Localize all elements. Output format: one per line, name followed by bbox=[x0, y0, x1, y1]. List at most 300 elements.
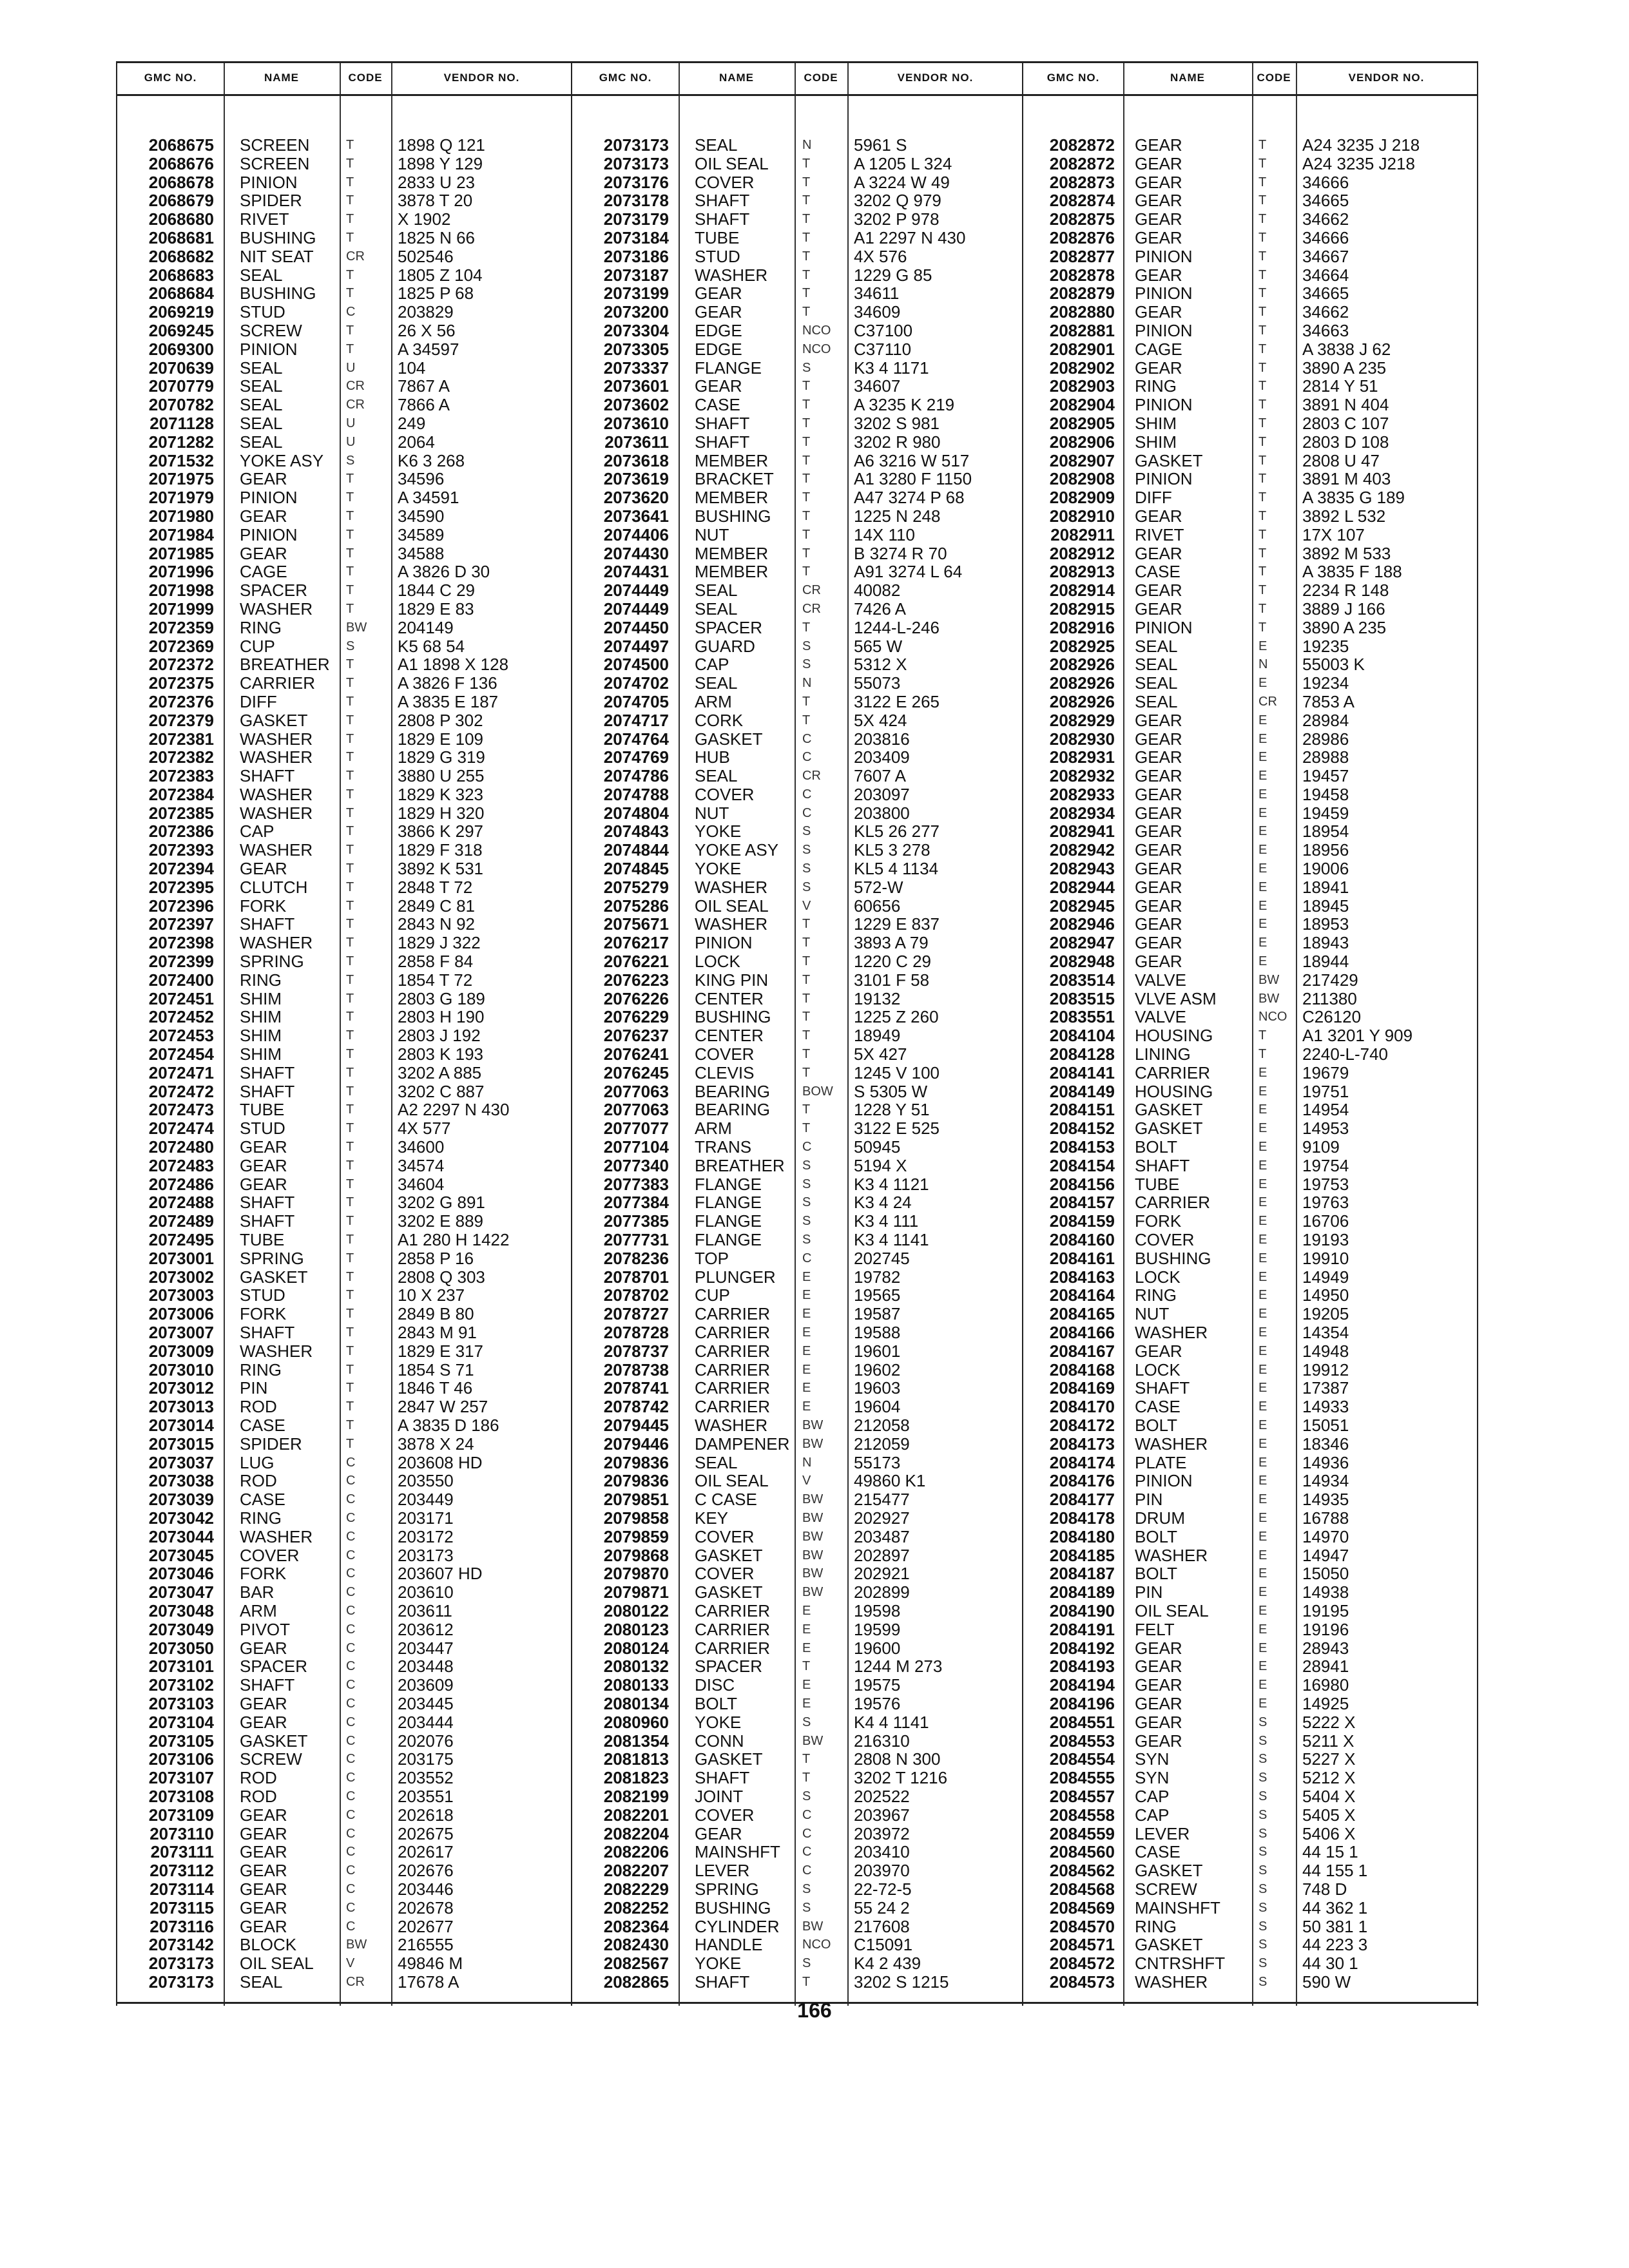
table-row bbox=[1023, 730, 1477, 749]
vendor-no: 18953 bbox=[1302, 914, 1349, 934]
gmc-no: 2082903 bbox=[1049, 376, 1115, 396]
vendor-no: 14935 bbox=[1302, 1490, 1349, 1510]
vendor-code: T bbox=[346, 1195, 354, 1210]
table-row bbox=[1023, 637, 1477, 656]
vendor-code: T bbox=[346, 824, 354, 839]
table-row bbox=[1023, 1583, 1477, 1602]
vendor-no: 3890 A 235 bbox=[1302, 617, 1387, 637]
vendor-code: T bbox=[1258, 583, 1267, 598]
table-row bbox=[1023, 414, 1477, 433]
table-row bbox=[1023, 1509, 1477, 1528]
vendor-code: T bbox=[1258, 305, 1267, 320]
table-row bbox=[572, 1917, 1023, 1936]
table-row bbox=[117, 841, 572, 860]
vendor-no: 34590 bbox=[398, 506, 445, 526]
part-name: SPACER bbox=[240, 581, 307, 601]
vendor-no: 28941 bbox=[1302, 1657, 1349, 1677]
vendor-no: C37110 bbox=[854, 339, 912, 359]
gmc-no: 2076223 bbox=[603, 970, 669, 990]
part-name: BOLT bbox=[1135, 1137, 1177, 1157]
gmc-no: 2074450 bbox=[603, 617, 669, 637]
vendor-no: K5 68 54 bbox=[398, 636, 465, 656]
vendor-no: 50 381 1 bbox=[1302, 1916, 1368, 1936]
part-name: GEAR bbox=[240, 1823, 287, 1843]
table-row bbox=[1023, 934, 1477, 952]
vendor-no: 14925 bbox=[1302, 1693, 1349, 1713]
vendor-code: T bbox=[802, 398, 811, 412]
vendor-code: T bbox=[346, 508, 354, 523]
part-name: KING PIN bbox=[695, 970, 769, 990]
part-name: NUT bbox=[695, 524, 729, 544]
vendor-no: 203967 bbox=[854, 1805, 910, 1825]
table-row bbox=[572, 1713, 1023, 1732]
vendor-code: T bbox=[346, 1362, 354, 1377]
gmc-no: 2073015 bbox=[148, 1434, 214, 1454]
gmc-no: 2084569 bbox=[1049, 1898, 1115, 1917]
table-row bbox=[117, 488, 572, 507]
page-number: 166 bbox=[797, 1999, 832, 2022]
table-row bbox=[1023, 544, 1477, 563]
vendor-code: S bbox=[1258, 1807, 1268, 1822]
table-row bbox=[572, 1936, 1023, 1954]
part-name: COVER bbox=[695, 784, 755, 804]
vendor-code: T bbox=[346, 546, 354, 561]
vendor-no: 28988 bbox=[1302, 747, 1349, 767]
vendor-code: E bbox=[1258, 1399, 1268, 1414]
vendor-no: 2808 U 47 bbox=[1302, 450, 1380, 470]
gmc-no: 2078702 bbox=[603, 1285, 669, 1305]
gmc-no: 2082943 bbox=[1049, 859, 1115, 879]
vendor-code: T bbox=[346, 1343, 354, 1358]
vendor-code: C bbox=[346, 1474, 356, 1488]
table-row bbox=[1023, 1825, 1477, 1843]
part-name: ROD bbox=[240, 1768, 277, 1788]
vendor-code: T bbox=[346, 676, 354, 691]
gmc-no: 2074769 bbox=[603, 747, 669, 767]
vendor-no: 18943 bbox=[1302, 933, 1349, 953]
vendor-no: 19575 bbox=[854, 1675, 901, 1695]
gmc-no: 2072488 bbox=[148, 1193, 214, 1213]
vendor-code: T bbox=[1258, 212, 1267, 227]
part-name: BUSHING bbox=[695, 1007, 771, 1027]
table-row bbox=[572, 600, 1023, 619]
part-name: MEMBER bbox=[695, 543, 769, 563]
vendor-no: 1244 M 273 bbox=[854, 1657, 943, 1677]
table-row bbox=[572, 1175, 1023, 1194]
gmc-no: 2082946 bbox=[1049, 914, 1115, 934]
vendor-no: 1829 J 322 bbox=[398, 933, 481, 953]
table-row bbox=[117, 1843, 572, 1861]
gmc-no: 2073337 bbox=[603, 358, 669, 378]
gmc-no: 2071979 bbox=[148, 488, 214, 508]
vendor-no: A1 1898 X 128 bbox=[398, 655, 509, 675]
vendor-no: 17X 107 bbox=[1302, 524, 1365, 544]
vendor-no: 3866 K 297 bbox=[398, 822, 484, 841]
part-name: BUSHING bbox=[1135, 1248, 1211, 1268]
part-name: FLANGE bbox=[695, 358, 762, 378]
vendor-code: CR bbox=[346, 379, 365, 394]
column-divider bbox=[224, 63, 225, 94]
part-name: GEAR bbox=[240, 1879, 287, 1899]
table-row bbox=[1023, 581, 1477, 600]
vendor-code: T bbox=[1258, 490, 1267, 505]
table-row bbox=[1023, 1954, 1477, 1973]
table-row bbox=[117, 1286, 572, 1305]
table-row bbox=[1023, 247, 1477, 266]
column-divider bbox=[847, 63, 849, 94]
gmc-no: 2073305 bbox=[603, 339, 669, 359]
vendor-code: T bbox=[802, 694, 811, 709]
vendor-no: 44 155 1 bbox=[1302, 1861, 1368, 1881]
part-name: TUBE bbox=[240, 1230, 285, 1250]
vendor-code: E bbox=[1258, 1362, 1268, 1377]
vendor-code: C bbox=[346, 1603, 356, 1618]
table-row bbox=[1023, 452, 1477, 470]
part-name: GEAR bbox=[240, 1898, 287, 1917]
vendor-code: T bbox=[802, 267, 811, 282]
table-row bbox=[1023, 785, 1477, 804]
vendor-code: C bbox=[346, 1659, 356, 1674]
gmc-no: 2082929 bbox=[1049, 710, 1115, 730]
vendor-code: T bbox=[1258, 527, 1267, 542]
part-name: BEARING bbox=[695, 1081, 771, 1101]
vendor-code: E bbox=[1258, 805, 1268, 820]
vendor-no: 203607 HD bbox=[398, 1564, 483, 1584]
table-row bbox=[117, 284, 572, 303]
part-name: GEAR bbox=[240, 1155, 287, 1175]
vendor-no: 216310 bbox=[854, 1731, 910, 1751]
vendor-no: 18954 bbox=[1302, 822, 1349, 841]
part-name: CLEVIS bbox=[695, 1062, 755, 1082]
vendor-code: BW bbox=[802, 1529, 824, 1544]
gmc-no: 2073173 bbox=[603, 135, 669, 155]
part-name: GEAR bbox=[1135, 914, 1182, 934]
vendor-no: 203829 bbox=[398, 302, 454, 322]
table-row bbox=[1023, 1082, 1477, 1101]
vendor-no: 14954 bbox=[1302, 1100, 1349, 1120]
table-row bbox=[117, 562, 572, 581]
vendor-code: BW bbox=[802, 1418, 824, 1432]
part-name: PIVOT bbox=[240, 1619, 291, 1639]
table-row bbox=[572, 1528, 1023, 1546]
table-row bbox=[1023, 303, 1477, 322]
part-name: WASHER bbox=[240, 933, 313, 953]
part-name: WASHER bbox=[240, 1341, 313, 1361]
table-row bbox=[1023, 915, 1477, 934]
vendor-no: 3202 Q 979 bbox=[854, 191, 941, 211]
vendor-code: E bbox=[802, 1362, 811, 1377]
vendor-code: E bbox=[802, 1343, 811, 1358]
table-row bbox=[117, 359, 572, 378]
gmc-no: 2073199 bbox=[603, 284, 669, 303]
gmc-no: 2084160 bbox=[1049, 1230, 1115, 1250]
gmc-no: 2082876 bbox=[1049, 227, 1115, 247]
table-row bbox=[1023, 674, 1477, 693]
gmc-no: 2072474 bbox=[148, 1119, 214, 1139]
vendor-code: C bbox=[802, 1140, 812, 1155]
table-row bbox=[117, 1769, 572, 1787]
vendor-no: 3202 S 1215 bbox=[854, 1972, 949, 1992]
table-row bbox=[572, 191, 1023, 210]
part-name: PLUNGER bbox=[695, 1267, 776, 1287]
table-row bbox=[1023, 1750, 1477, 1769]
vendor-no: 14970 bbox=[1302, 1526, 1349, 1546]
vendor-no: 2849 B 80 bbox=[398, 1304, 474, 1324]
gmc-no: 2082204 bbox=[603, 1823, 669, 1843]
part-name: CASE bbox=[1135, 562, 1181, 582]
part-name: CARRIER bbox=[695, 1341, 771, 1361]
table-row bbox=[572, 155, 1023, 173]
vendor-no: 5406 X bbox=[1302, 1823, 1356, 1843]
table-row bbox=[572, 1509, 1023, 1528]
vendor-no: 1854 S 71 bbox=[398, 1360, 474, 1379]
part-name: GEAR bbox=[695, 284, 742, 303]
vendor-no: 19576 bbox=[854, 1693, 901, 1713]
gmc-no: 2080134 bbox=[603, 1693, 669, 1713]
part-name: GEAR bbox=[240, 469, 287, 489]
vendor-no: 2808 N 300 bbox=[854, 1749, 941, 1769]
vendor-code: S bbox=[802, 843, 811, 858]
part-name: GEAR bbox=[1135, 543, 1182, 563]
vendor-no: 212059 bbox=[854, 1434, 910, 1454]
table-row bbox=[1023, 1899, 1477, 1917]
vendor-code: S bbox=[1258, 1733, 1268, 1748]
table-row bbox=[1023, 822, 1477, 841]
part-name: GEAR bbox=[1135, 840, 1182, 860]
vendor-code: T bbox=[346, 713, 354, 727]
vendor-no: 202676 bbox=[398, 1861, 454, 1881]
gmc-no: 2082206 bbox=[603, 1842, 669, 1862]
vendor-no: 203551 bbox=[398, 1786, 454, 1806]
vendor-code: T bbox=[346, 1399, 354, 1414]
vendor-no: A 3826 D 30 bbox=[398, 562, 490, 582]
gmc-no: 2079871 bbox=[603, 1582, 669, 1602]
table-row bbox=[117, 1973, 572, 1992]
table-panel bbox=[571, 61, 1023, 2006]
vendor-no: K3 4 24 bbox=[854, 1193, 912, 1213]
gmc-no: 2071128 bbox=[149, 413, 214, 433]
vendor-code: S bbox=[1258, 1900, 1268, 1915]
gmc-no: 2079851 bbox=[603, 1490, 669, 1510]
vendor-code: T bbox=[1258, 564, 1267, 579]
vendor-code: BW bbox=[802, 1733, 824, 1748]
vendor-code: S bbox=[1258, 1956, 1268, 1971]
gmc-no: 2082948 bbox=[1049, 952, 1115, 972]
part-name: RING bbox=[240, 970, 282, 990]
vendor-code: C bbox=[346, 1881, 356, 1896]
vendor-no: 3893 A 79 bbox=[854, 933, 929, 953]
part-name: YOKE ASY bbox=[695, 840, 779, 860]
part-name: SPRING bbox=[695, 1879, 759, 1899]
part-name: BUSHING bbox=[240, 284, 316, 303]
gmc-no: 2073049 bbox=[148, 1619, 214, 1639]
gmc-no: 2077063 bbox=[603, 1081, 669, 1101]
gmc-no: 2084104 bbox=[1049, 1026, 1115, 1046]
vendor-code: T bbox=[802, 1102, 811, 1117]
table-row bbox=[572, 971, 1023, 990]
part-name: OIL SEAL bbox=[695, 153, 769, 173]
table-row bbox=[117, 674, 572, 693]
table-row bbox=[572, 1899, 1023, 1917]
vendor-no: 1854 T 72 bbox=[398, 970, 473, 990]
part-name: COVER bbox=[695, 1564, 755, 1584]
vendor-code: E bbox=[1258, 1510, 1268, 1525]
gmc-no: 2084573 bbox=[1049, 1972, 1115, 1992]
gmc-no: 2084168 bbox=[1049, 1360, 1115, 1379]
table-row bbox=[572, 1454, 1023, 1472]
vendor-no: 5227 X bbox=[1302, 1749, 1356, 1769]
vendor-code: C bbox=[346, 1640, 356, 1655]
part-name: SHAFT bbox=[240, 1675, 295, 1695]
vendor-code: T bbox=[802, 193, 811, 208]
gmc-no: 2082901 bbox=[1049, 339, 1115, 359]
vendor-code: T bbox=[346, 323, 354, 338]
gmc-no: 2084554 bbox=[1049, 1749, 1115, 1769]
vendor-no: 34666 bbox=[1302, 172, 1349, 192]
vendor-code: T bbox=[1258, 323, 1267, 338]
table-row bbox=[572, 340, 1023, 359]
vendor-code: BW bbox=[802, 1919, 824, 1934]
part-name: GEAR bbox=[1135, 1712, 1182, 1732]
part-name: CARRIER bbox=[695, 1600, 771, 1620]
part-name: FELT bbox=[1135, 1619, 1175, 1639]
vendor-no: 28943 bbox=[1302, 1638, 1349, 1658]
vendor-code: S bbox=[802, 1715, 811, 1729]
part-name: CORK bbox=[695, 710, 744, 730]
table-row bbox=[117, 155, 572, 173]
gmc-no: 2071984 bbox=[148, 524, 214, 544]
part-name: WASHER bbox=[695, 265, 768, 285]
vendor-code: T bbox=[802, 286, 811, 301]
part-name: STUD bbox=[240, 1119, 285, 1139]
part-name: SHAFT bbox=[240, 1211, 295, 1231]
table-row bbox=[1023, 878, 1477, 897]
table-row bbox=[1023, 897, 1477, 916]
part-name: EDGE bbox=[695, 339, 742, 359]
gmc-no: 2073619 bbox=[603, 469, 669, 489]
vendor-no: 202921 bbox=[854, 1564, 910, 1584]
part-name: EDGE bbox=[695, 320, 742, 340]
part-name: RING bbox=[240, 1360, 282, 1379]
table-row bbox=[1023, 971, 1477, 990]
table-row bbox=[1023, 562, 1477, 581]
gmc-no: 2072398 bbox=[148, 933, 214, 953]
vendor-no: 203409 bbox=[854, 747, 910, 767]
vendor-code: T bbox=[802, 379, 811, 394]
vendor-code: T bbox=[346, 1102, 354, 1117]
part-name: CENTER bbox=[695, 988, 764, 1008]
table-row bbox=[1023, 1361, 1477, 1379]
gmc-no: 2082873 bbox=[1049, 172, 1115, 192]
vendor-no: 19234 bbox=[1302, 673, 1349, 693]
table-row bbox=[572, 414, 1023, 433]
vendor-code: C bbox=[802, 750, 812, 765]
vendor-no: 203171 bbox=[398, 1508, 454, 1528]
vendor-no: 19196 bbox=[1302, 1619, 1349, 1639]
vendor-no: K6 3 268 bbox=[398, 450, 465, 470]
gmc-no: 2073601 bbox=[603, 376, 669, 396]
table-row bbox=[117, 1899, 572, 1917]
vendor-no: 17387 bbox=[1302, 1378, 1349, 1398]
vendor-code: E bbox=[1258, 1548, 1268, 1562]
vendor-code: C bbox=[802, 731, 812, 746]
gmc-no: 2073110 bbox=[149, 1823, 214, 1843]
vendor-code: C bbox=[346, 1845, 356, 1860]
part-name: WASHER bbox=[1135, 1972, 1208, 1992]
vendor-code: E bbox=[1258, 676, 1268, 691]
vendor-no: 34600 bbox=[398, 1137, 445, 1157]
vendor-no: 2808 Q 303 bbox=[398, 1267, 485, 1287]
vendor-code: T bbox=[1258, 341, 1267, 356]
vendor-code: NCO bbox=[802, 323, 831, 338]
vendor-code: E bbox=[1258, 1585, 1268, 1600]
table-row bbox=[1023, 841, 1477, 860]
vendor-code: T bbox=[346, 898, 354, 913]
table-row bbox=[117, 1880, 572, 1899]
part-name: BRACKET bbox=[695, 469, 774, 489]
vendor-no: 1829 E 83 bbox=[398, 599, 474, 619]
table-row bbox=[1023, 1064, 1477, 1082]
part-name: SHIM bbox=[240, 1044, 282, 1064]
part-name: FORK bbox=[240, 1564, 287, 1584]
vendor-no: 1229 E 837 bbox=[854, 914, 940, 934]
vendor-code: T bbox=[346, 1436, 354, 1451]
table-row bbox=[117, 934, 572, 952]
table-row bbox=[572, 377, 1023, 396]
vendor-code: E bbox=[1258, 1121, 1268, 1136]
vendor-code: T bbox=[346, 843, 354, 858]
vendor-no: 19193 bbox=[1302, 1230, 1349, 1250]
vendor-no: 202617 bbox=[398, 1842, 454, 1862]
gmc-no: 2068676 bbox=[148, 153, 214, 173]
vendor-no: 44 362 1 bbox=[1302, 1898, 1368, 1917]
vendor-no: 3202 T 1216 bbox=[854, 1768, 948, 1788]
table-row bbox=[1023, 1416, 1477, 1435]
vendor-no: 1898 Q 121 bbox=[398, 135, 485, 155]
gmc-no: 2072471 bbox=[148, 1062, 214, 1082]
gmc-no: 2073109 bbox=[148, 1805, 214, 1825]
part-name: GEAR bbox=[1135, 153, 1182, 173]
part-name: BOLT bbox=[1135, 1564, 1177, 1584]
table-row bbox=[572, 433, 1023, 452]
vendor-code: T bbox=[802, 249, 811, 264]
vendor-code: CR bbox=[346, 398, 365, 412]
vendor-code: C bbox=[802, 805, 812, 820]
vendor-no: C37100 bbox=[854, 320, 913, 340]
vendor-no: 34664 bbox=[1302, 265, 1349, 285]
vendor-no: A 3835 F 188 bbox=[1302, 562, 1402, 582]
part-name: GASKET bbox=[240, 1267, 308, 1287]
vendor-code: T bbox=[802, 1010, 811, 1024]
table-row bbox=[1023, 1249, 1477, 1268]
vendor-code: E bbox=[1258, 1102, 1268, 1117]
vendor-code: E bbox=[1258, 1529, 1268, 1544]
vendor-code: C bbox=[346, 1510, 356, 1525]
table-row bbox=[572, 1045, 1023, 1064]
table-row bbox=[1023, 1435, 1477, 1454]
table-row bbox=[117, 804, 572, 823]
vendor-code: T bbox=[802, 936, 811, 950]
vendor-code: T bbox=[346, 1047, 354, 1062]
gmc-no: 2068678 bbox=[148, 172, 214, 192]
gmc-no: 2072397 bbox=[148, 914, 214, 934]
gmc-no: 2068681 bbox=[148, 227, 214, 247]
gmc-no: 2074844 bbox=[603, 840, 669, 860]
gmc-no: 2074764 bbox=[603, 729, 669, 749]
table-row bbox=[1023, 1490, 1477, 1509]
table-row bbox=[572, 693, 1023, 711]
table-row bbox=[572, 1732, 1023, 1751]
